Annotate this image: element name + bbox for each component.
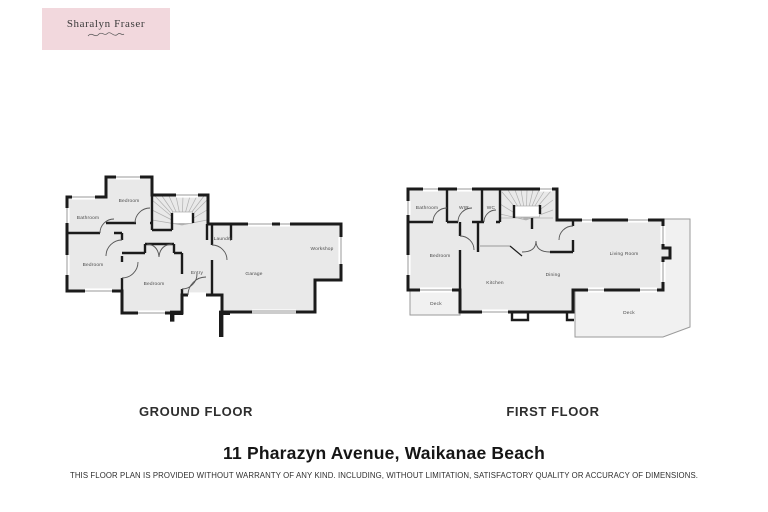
room-label-deck-small: Deck	[430, 302, 442, 307]
room-label-bedroom-left: Bedroom	[82, 263, 104, 268]
first-floor-title: FIRST FLOOR	[506, 404, 600, 419]
room-label-bedroom-mid: Bedroom	[143, 282, 165, 287]
brand-logo	[42, 8, 170, 50]
brand-name: Sharalyn Fraser	[66, 18, 146, 30]
room-label-living-room: Living Room	[609, 252, 639, 257]
room-label-dining: Dining	[545, 273, 561, 278]
disclaimer-text: THIS FLOOR PLAN IS PROVIDED WITHOUT WARRANTY OF ANY KIND. INCLUDING, WITHOUT LIMITATION, SATISFACTORY QUALITY OR ACCURACY OF DIMENSIONS.	[69, 471, 699, 480]
room-label-laundry: Laundry	[213, 237, 233, 242]
brand-signature-flourish-icon	[86, 30, 126, 40]
room-label-entry: Entry	[190, 271, 204, 276]
ground-porch-walls	[170, 311, 230, 337]
room-label-deck-large: Deck	[623, 311, 635, 316]
room-label-kitchen: Kitchen	[486, 281, 504, 286]
room-label-bedroom-top: Bedroom	[118, 199, 140, 204]
room-label-bathroom: Bathroom	[76, 216, 100, 221]
room-label-workshop: Workshop	[310, 247, 334, 252]
room-label-bedroom-first: Bedroom	[429, 254, 451, 259]
room-label-bathroom-first: Bathroom	[415, 206, 439, 211]
property-address: 11 Pharazyn Avenue, Waikanae Beach	[223, 443, 545, 463]
room-label-wir: WIR	[459, 206, 469, 211]
room-label-garage: Garage	[245, 272, 263, 277]
ground-floor-plan	[55, 160, 355, 350]
room-label-wc: WC	[486, 206, 496, 211]
first-floor-plan	[395, 175, 705, 350]
ground-floor-title: GROUND FLOOR	[138, 404, 254, 419]
entry-door-gap	[188, 292, 206, 297]
